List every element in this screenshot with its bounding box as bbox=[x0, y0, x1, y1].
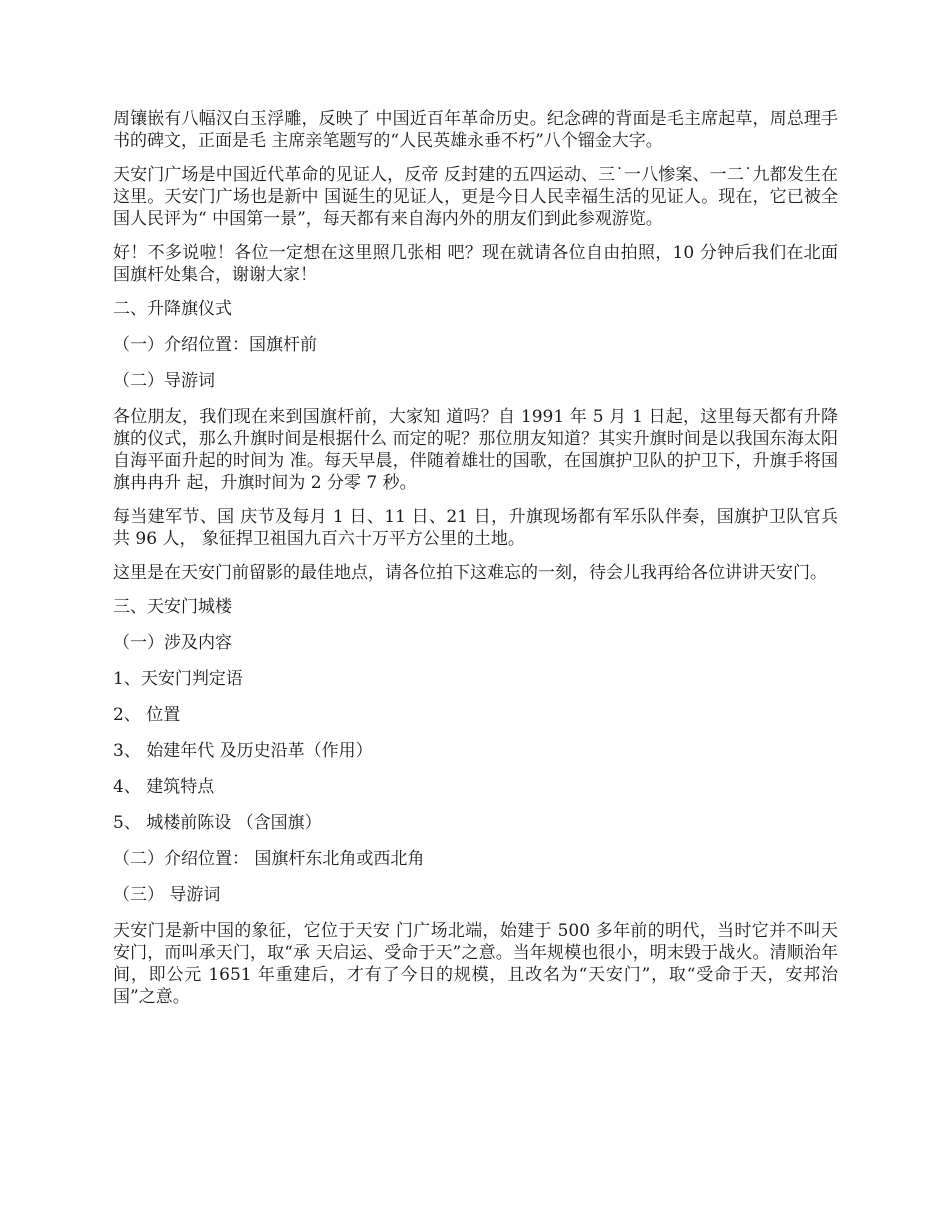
list-item-2: 2、 位置 bbox=[113, 705, 181, 725]
paragraph-photo-break: 好！不多说啦！各位一定想在这里照几张相 吧？现在就请各位自由拍照，10 分钟后我们在北面国旗杆处集合，谢谢大家！ bbox=[113, 243, 838, 285]
list-item-1: 1、天安门判定语 bbox=[113, 669, 243, 689]
section-heading-flag-ceremony: 二、升降旗仪式 bbox=[113, 299, 232, 319]
document-body bbox=[113, 108, 838, 1020]
subheading-guide-speech: （二）导游词 bbox=[113, 371, 215, 391]
subheading-guide-speech-2: （三） 导游词 bbox=[113, 885, 221, 905]
list-item-4: 4、 建筑特点 bbox=[113, 777, 215, 797]
paragraph-flag-raising: 各位朋友，我们现在来到国旗杆前，大家知 道吗？自 1991 年 5 月 1 日起，这里每天都有升降旗的仪式，那么升旗时间是根据什么 而定的呢？那位朋友知道？其实升旗时间是以我国东海太阳自海平面升起的时间为 准。每天早晨，伴随着雄壮的国歌，在国旗护卫队的护卫下，升旗手将国旗冉冉升 起，升旗时间为 2 分零 7 秒。 bbox=[113, 407, 838, 493]
list-item-5: 5、 城楼前陈设 （含国旗） bbox=[113, 813, 322, 833]
list-item-3: 3、 始建年代 及历史沿革（作用） bbox=[113, 741, 373, 761]
subheading-location: （一）介绍位置：国旗杆前 bbox=[113, 335, 317, 355]
paragraph-photo-spot: 这里是在天安门前留影的最佳地点，请各位拍下这难忘的一刻，待会儿我再给各位讲讲天安门。 bbox=[113, 563, 827, 583]
section-heading-tiananmen-tower: 三、天安门城楼 bbox=[113, 597, 232, 617]
subheading-contents: （一）涉及内容 bbox=[113, 633, 232, 653]
paragraph-square-witness: 天安门广场是中国近代革命的见证人，反帝 反封建的五四运动、三˙一八惨案、一二˙九都发生在这里。天安门广场也是新中 国诞生的见证人，更是今日人民幸福生活的见证人。现在，它已被全国人民评为“ 中国第一景”，每天都有来自海内外的朋友们到此参观游览。 bbox=[113, 165, 838, 229]
subheading-location-2: （二）介绍位置： 国旗杆东北角或西北角 bbox=[113, 849, 425, 869]
paragraph-military-band: 每当建军节、国 庆节及每月 1 日、11 日、21 日，升旗现场都有军乐队伴奏，国旗护卫队官兵共 96 人， 象征捍卫祖国九百六十万平方公里的土地。 bbox=[113, 507, 838, 549]
paragraph-monument-reliefs: 周镶嵌有八幅汉白玉浮雕，反映了 中国近百年革命历史。纪念碑的背面是毛主席起草，周总理手书的碑文，正面是毛 主席亲笔题写的“人民英雄永垂不朽”八个镏金大字。 bbox=[113, 109, 838, 151]
paragraph-tiananmen-history: 天安门是新中国的象征，它位于天安 门广场北端，始建于 500 多年前的明代，当时它并不叫天安门，而叫承天门，取“承 天启运、受命于天”之意。当年规模也很小，明末毁于战火。清顺治年间，即公元 1651 年重建后，才有了今日的规模，且改名为“天安门”，取“受命于天，安邦治 国”之意。 bbox=[113, 921, 838, 1007]
